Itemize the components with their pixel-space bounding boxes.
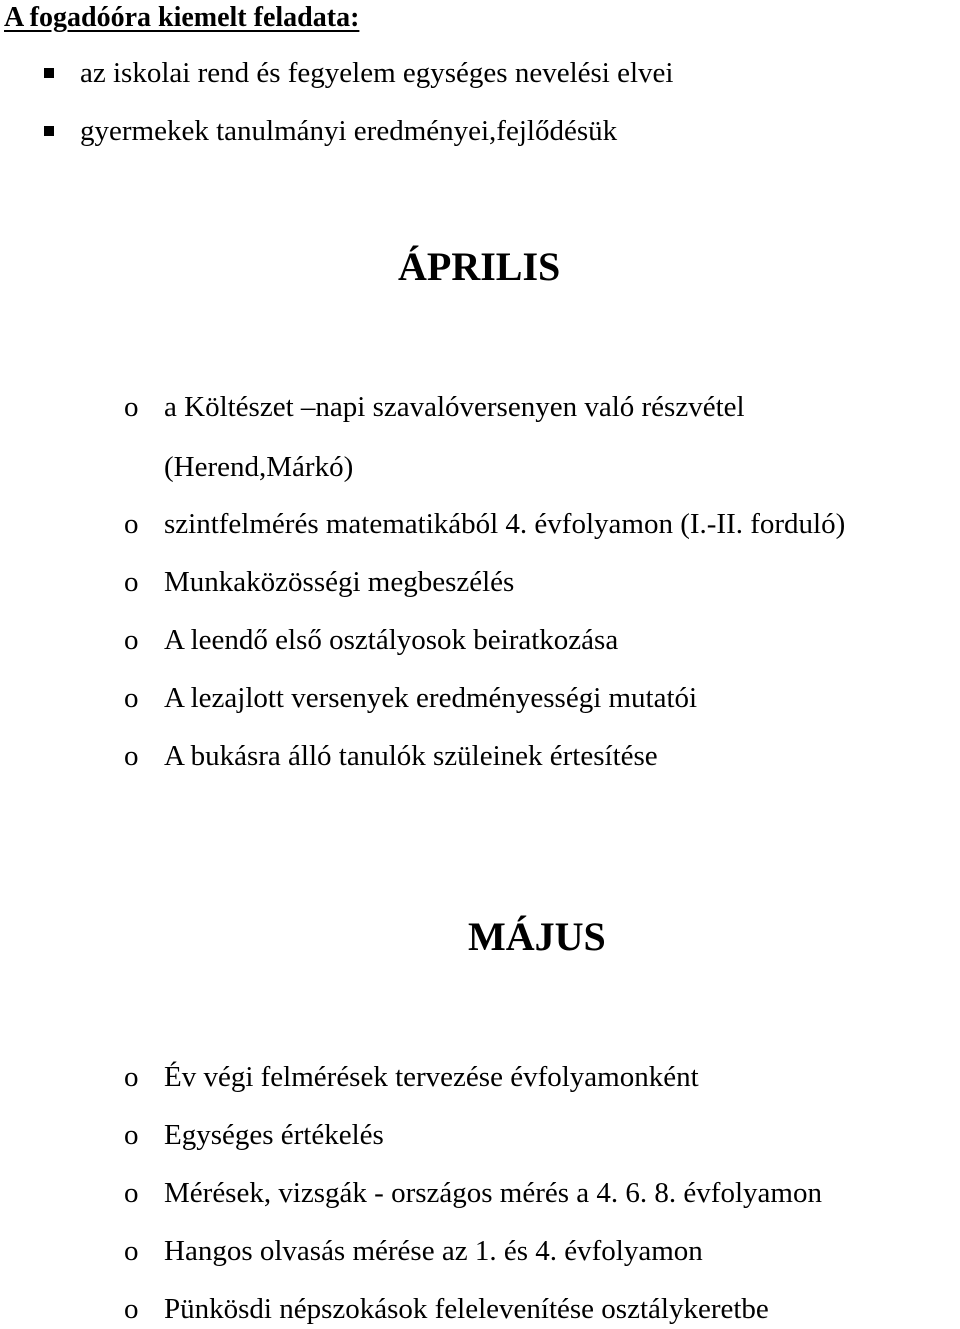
list-item-continuation: (Herend,Márkó)	[164, 451, 354, 483]
circle-bullet-icon: o	[124, 740, 139, 772]
list-item-text: A lezajlott versenyek eredményességi mutatói	[164, 682, 698, 714]
list-item-text: Egységes értékelés	[164, 1119, 384, 1151]
circle-bullet-icon: o	[124, 624, 139, 656]
circle-bullet-icon: o	[124, 1235, 139, 1267]
circle-bullet-icon: o	[124, 1177, 139, 1209]
list-item-text: az iskolai rend és fegyelem egységes nevelési elvei	[80, 57, 674, 89]
circle-bullet-icon: o	[124, 1293, 139, 1325]
list-item-text: A leendő első osztályosok beiratkozása	[164, 624, 619, 656]
list-item-text: Hangos olvasás mérése az 1. és 4. évfolyamon	[164, 1235, 703, 1267]
circle-bullet-icon: o	[124, 1061, 139, 1093]
list-item-text: a Költészet –napi szavalóversenyen való részvétel	[164, 391, 745, 423]
circle-bullet-icon: o	[124, 508, 139, 540]
list-item-text: Mérések, vizsgák - országos mérés a 4. 6. 8. évfolyamon	[164, 1177, 822, 1209]
circle-bullet-icon: o	[124, 566, 139, 598]
list-item-text: szintfelmérés matematikából 4. évfolyamon (I.-II. forduló)	[164, 508, 846, 540]
list-item-text: gyermekek tanulmányi eredményei,fejlődésük	[80, 115, 618, 147]
month-title-april: ÁPRILIS	[398, 244, 561, 289]
square-bullet-icon	[44, 126, 54, 136]
circle-bullet-icon: o	[124, 682, 139, 714]
list-item-text: Pünkösdi népszokások felelevenítése osztálykeretbe	[164, 1293, 769, 1325]
section-heading: A fogadóóra kiemelt feladata:	[4, 2, 360, 33]
circle-bullet-icon: o	[124, 391, 139, 423]
list-item-text: Munkaközösségi megbeszélés	[164, 566, 515, 598]
square-bullet-icon	[44, 68, 54, 78]
list-item-text: Év végi felmérések tervezése évfolyamonként	[164, 1061, 699, 1093]
month-title-may: MÁJUS	[468, 914, 606, 959]
circle-bullet-icon: o	[124, 1119, 139, 1151]
list-item-text: A bukásra álló tanulók szüleinek értesítése	[164, 740, 658, 772]
